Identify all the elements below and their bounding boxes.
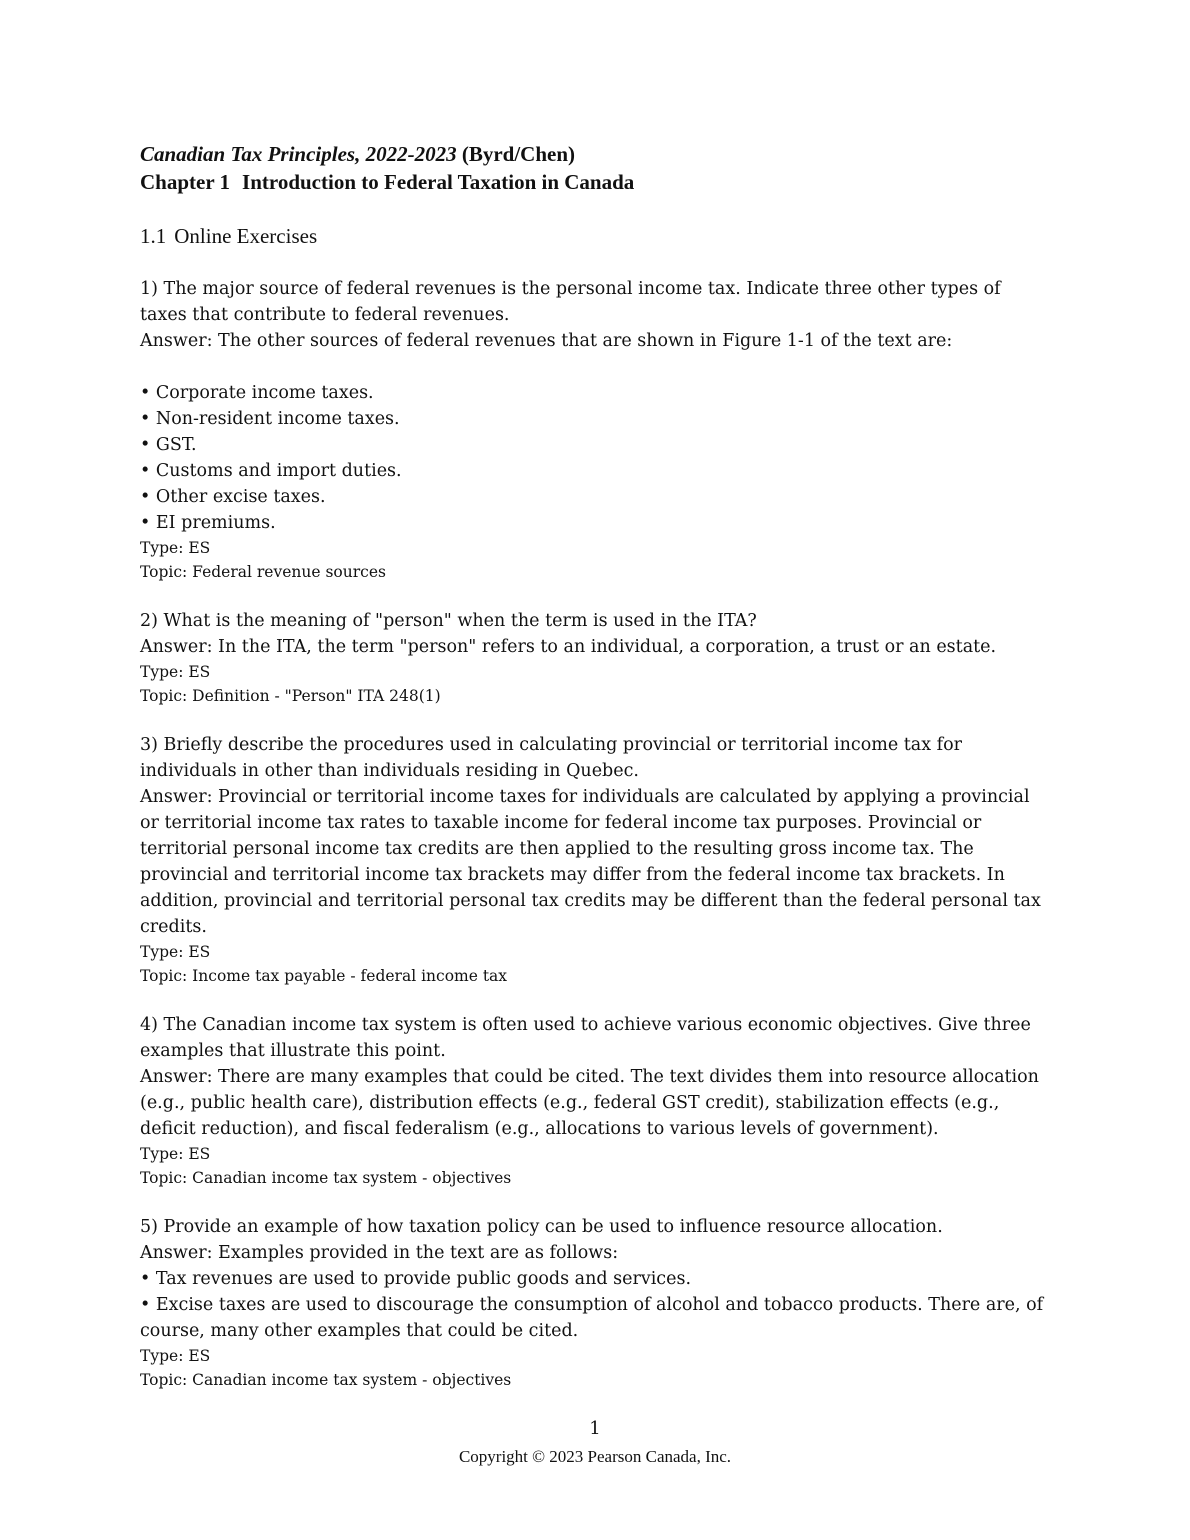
question-text: 2) What is the meaning of "person" when the term is used in the ITA? (140, 611, 757, 631)
question-type: Type: ES (140, 1145, 211, 1163)
authors: (Byrd/Chen) (461, 142, 576, 166)
section-heading (140, 222, 1050, 250)
page-number: 1 (589, 1418, 601, 1439)
question-topic: Topic: Income tax payable - federal income tax (140, 967, 508, 985)
bullet-item: • Other excise taxes. (140, 487, 326, 507)
question-4 (140, 1012, 1050, 1190)
question-topic: Topic: Federal revenue sources (140, 563, 386, 581)
copyright-notice: Copyright © 2023 Pearson Canada, Inc. (458, 1447, 732, 1466)
book-title-line (140, 140, 1050, 168)
chapter-heading (140, 168, 1050, 196)
document-page (140, 140, 1050, 1416)
question-5 (140, 1214, 1050, 1392)
chapter-title: Introduction to Federal Taxation in Canada (242, 170, 635, 194)
question-text: 5) Provide an example of how taxation policy can be used to influence resource allocation. (140, 1217, 943, 1237)
bullet-item: • EI premiums. (140, 513, 276, 533)
question-type: Type: ES (140, 943, 211, 961)
answer-text: Answer: Provincial or territorial income taxes for individuals are calculated by applying a provincial or territorial income tax rates to taxable income for federal income tax purposes. Provincial or territorial personal income tax credits are then applied to the resulting gross income tax. The provincial and territorial income tax brackets may differ from the federal income tax brackets. In addition, provincial and territorial personal tax credits may be different than the federal personal tax credits. (140, 787, 1041, 937)
question-type: Type: ES (140, 1347, 211, 1365)
bullet-item: • Tax revenues are used to provide public goods and services. (140, 1269, 692, 1289)
question-3 (140, 732, 1050, 988)
bullet-item: • Corporate income taxes. (140, 383, 374, 403)
answer-text: Answer: The other sources of federal revenues that are shown in Figure 1-1 of the text are: (140, 331, 953, 351)
question-1 (140, 276, 1050, 584)
section-number: 1.1 (140, 224, 167, 248)
question-text: 4) The Canadian income tax system is often used to achieve various economic objectives. Give three examples that illustrate this point. (140, 1015, 1031, 1061)
question-topic: Topic: Canadian income tax system - objectives (140, 1371, 512, 1389)
question-topic: Topic: Canadian income tax system - objectives (140, 1169, 512, 1187)
question-text: 1) The major source of federal revenues is the personal income tax. Indicate three other types of taxes that contribute to federal revenues. (140, 279, 1001, 325)
bullet-item: • Customs and import duties. (140, 461, 402, 481)
bullet-item: • GST. (140, 435, 197, 455)
answer-text: Answer: There are many examples that could be cited. The text divides them into resource allocation (e.g., public health care), distribution effects (e.g., federal GST credit), stabilization effects (e.g., deficit reduction), and fiscal federalism (e.g., allocations to various levels of government). (140, 1067, 1039, 1139)
answer-text: Answer: In the ITA, the term "person" refers to an individual, a corporation, a trust or an estate. (140, 637, 997, 657)
book-title: Canadian Tax Principles, 2022-2023 (140, 142, 457, 166)
chapter-label: Chapter 1 (140, 170, 231, 194)
answer-text: Answer: Examples provided in the text are as follows: (140, 1243, 619, 1263)
question-topic: Topic: Definition - "Person" ITA 248(1) (140, 687, 441, 705)
question-text: 3) Briefly describe the procedures used in calculating provincial or territorial income tax for individuals in other than individuals residing in Quebec. (140, 735, 963, 781)
section-title: Online Exercises (174, 224, 318, 248)
bullet-item: • Non-resident income taxes. (140, 409, 400, 429)
question-2 (140, 608, 1050, 708)
question-type: Type: ES (140, 663, 211, 681)
bullet-item: • Excise taxes are used to discourage the consumption of alcohol and tobacco products. There are, of course, many other examples that could be cited. (140, 1295, 1044, 1341)
question-type: Type: ES (140, 539, 211, 557)
